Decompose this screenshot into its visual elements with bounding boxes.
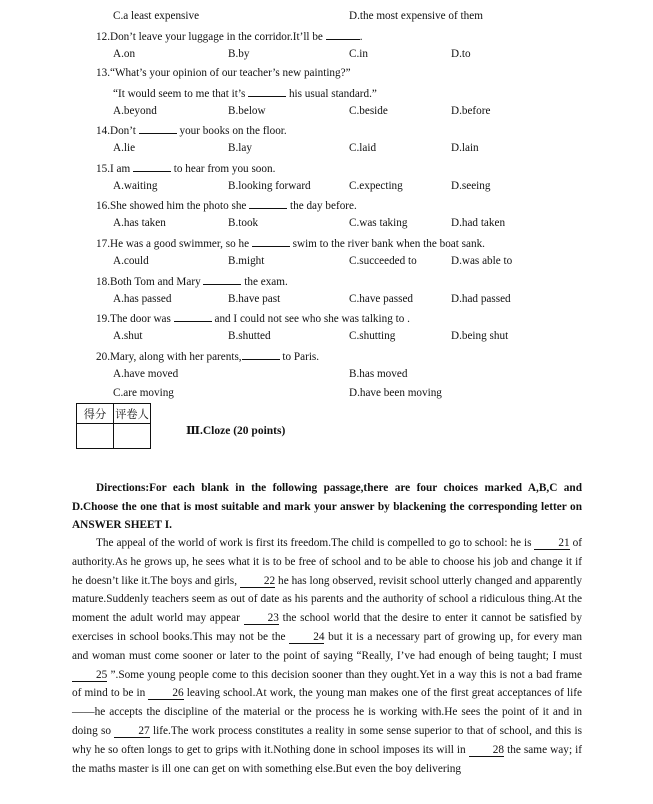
q20-option-c[interactable]: C.are moving <box>113 387 174 399</box>
q20-option-a[interactable]: A.have moved <box>113 368 179 380</box>
q20-option-b[interactable]: B.has moved <box>349 368 408 380</box>
q16-option-d[interactable]: D.had taken <box>451 217 506 229</box>
q11-option-c[interactable]: C.a least expensive <box>113 10 200 22</box>
q19-stem-end: and I could not see who she was talking to . <box>214 313 410 325</box>
q15-option-a[interactable]: A.waiting <box>113 180 158 192</box>
q15-option-c[interactable]: C.expecting <box>349 180 403 192</box>
passage-text: leaving school.At work, the young man makes one of the first great acceptances of life——he accepts the discipline of the material or the process he is working with.He sees the point of it and in doing so <box>72 687 582 737</box>
q16-option-c[interactable]: C.was taking <box>349 217 408 229</box>
q13-stem: 13.“What’s your opinion of our teacher’s new painting?” <box>96 67 351 79</box>
q17-stem-text: 17.He was a good swimmer, so he <box>96 238 250 250</box>
cloze-passage <box>72 534 582 778</box>
q19-stem-text: 19.The door was <box>96 313 171 325</box>
q20-stem-end: to Paris. <box>282 351 320 363</box>
blank-26[interactable]: 26 <box>148 687 183 700</box>
grader-cell[interactable] <box>114 424 151 449</box>
q15-option-b[interactable]: B.looking forward <box>228 180 311 192</box>
q17-stem <box>96 235 485 251</box>
q19-option-a[interactable]: A.shut <box>113 330 143 342</box>
q18-option-d[interactable]: D.had passed <box>451 293 511 305</box>
blank-24[interactable]: 24 <box>289 631 324 644</box>
q16-blank[interactable] <box>249 197 287 209</box>
q19-option-d[interactable]: D.being shut <box>451 330 509 342</box>
q19-option-c[interactable]: C.shutting <box>349 330 396 342</box>
blank-23[interactable]: 23 <box>244 612 279 625</box>
passage-text: of authority.As he grows up, he sees what it is to be free of school and to be able to choose his job and change it if he doesn’t like it.The boys and girls, <box>72 537 583 587</box>
passage-text: ”.Some young people come to this decision sooner than they ought.Yet in a way this is not a bad frame of mind to be in <box>72 668 583 700</box>
q15-stem-text: 15.I am <box>96 163 131 175</box>
passage-text: the same way; if the maths master is ill one can get on with something else.But even the boy delivering <box>72 743 582 775</box>
q13-option-c[interactable]: C.beside <box>349 105 388 117</box>
q18-option-a[interactable]: A.has passed <box>113 293 172 305</box>
passage-text: the school world that the desire to enter it cannot be satisfied by exercises in school books.This may not be the <box>72 612 582 643</box>
q15-option-d[interactable]: D.seeing <box>451 180 491 192</box>
q18-option-c[interactable]: C.have passed <box>349 293 414 305</box>
q18-stem-end: the exam. <box>244 276 288 288</box>
section-title <box>186 423 285 437</box>
q14-option-c[interactable]: C.laid <box>349 142 377 154</box>
q13-stem2-text: “It would seem to me that it’s <box>113 88 246 100</box>
q20-option-d[interactable]: D.have been moving <box>349 387 442 399</box>
blank-22[interactable]: 22 <box>240 575 275 588</box>
q13-stem-2 <box>113 85 377 101</box>
q19-stem <box>96 310 410 326</box>
blank-28[interactable]: 28 <box>469 744 504 757</box>
q17-option-a[interactable]: A.could <box>113 255 149 267</box>
passage-text: life.The work process constitutes a reality in some sense superior to that of school, and this is why he so often longs to get to grips with it.Nothing done in school imposes its will in <box>72 724 583 756</box>
q16-stem <box>96 197 357 213</box>
q12-option-c[interactable]: C.in <box>349 48 368 60</box>
blank-27[interactable]: 27 <box>114 725 149 738</box>
q13-option-d[interactable]: D.before <box>451 105 491 117</box>
q14-option-a[interactable]: A.lie <box>113 142 136 154</box>
q15-blank[interactable] <box>133 160 171 172</box>
directions: Directions:For each blank in the following passage,there are four choices marked A,B,C and D.Choose the one that is most suitable and mark your answer by blackening the corresponding letter on ANSWER SHEET I. <box>72 482 582 531</box>
q12-option-b[interactable]: B.by <box>228 48 250 60</box>
q11-option-d[interactable]: D.the most expensive of them <box>349 10 483 22</box>
q13-option-b[interactable]: B.below <box>228 105 266 117</box>
q16-option-b[interactable]: B.took <box>228 217 259 229</box>
q19-option-b[interactable]: B.shutted <box>228 330 271 342</box>
score-cell[interactable] <box>77 424 114 449</box>
q14-option-b[interactable]: B.lay <box>228 142 252 154</box>
q16-option-a[interactable]: A.has taken <box>113 217 166 229</box>
section-points: (20 points) <box>233 425 286 437</box>
q13-blank[interactable] <box>248 85 286 97</box>
q20-blank[interactable] <box>242 348 280 360</box>
q20-stem-text: 20.Mary, along with her parents, <box>96 351 242 363</box>
score-table <box>76 403 151 449</box>
q17-blank[interactable] <box>252 235 290 247</box>
q14-stem-end: your books on the floor. <box>179 125 287 137</box>
q18-option-b[interactable]: B.have past <box>228 293 281 305</box>
q12-option-a[interactable]: A.on <box>113 48 136 60</box>
blank-21[interactable]: 21 <box>534 537 569 550</box>
q13-option-a[interactable]: A.beyond <box>113 105 157 117</box>
q12-stem-end: . <box>359 31 363 43</box>
q17-option-c[interactable]: C.succeeded to <box>349 255 417 267</box>
score-label: 得分 <box>77 404 114 424</box>
q12-stem-text: 12.Don’t leave your luggage in the corridor.It’ll be <box>96 31 323 43</box>
q17-option-d[interactable]: D.was able to <box>451 255 513 267</box>
q17-stem-end: swim to the river bank when the boat sank. <box>292 238 485 250</box>
q15-stem-end: to hear from you soon. <box>173 163 276 175</box>
q15-stem <box>96 160 275 176</box>
q14-option-d[interactable]: D.lain <box>451 142 479 154</box>
passage-text: The appeal of the world of work is first its freedom.The child is compelled to go to school: he is <box>96 537 532 549</box>
grader-label: 评卷人 <box>114 404 151 424</box>
passage-text: but it is a necessary part of growing up, for every man and woman must come sooner or later to the point of saying “Really, I’ve had enough of being taught; I must <box>72 630 582 662</box>
section-title-text: Ⅲ.Cloze <box>186 425 231 437</box>
q14-blank[interactable] <box>139 122 177 134</box>
q19-blank[interactable] <box>174 310 212 322</box>
q12-option-d[interactable]: D.to <box>451 48 471 60</box>
q18-stem-text: 18.Both Tom and Mary <box>96 276 201 288</box>
q16-stem-end: the day before. <box>290 200 357 212</box>
blank-25[interactable]: 25 <box>72 669 107 682</box>
q18-blank[interactable] <box>203 273 241 285</box>
q13-stem2-end: his usual standard.” <box>288 88 377 100</box>
q12-stem <box>96 28 363 44</box>
q14-stem-text: 14.Don’t <box>96 125 136 137</box>
q20-stem <box>96 348 319 364</box>
q18-stem <box>96 273 288 289</box>
q14-stem <box>96 122 287 138</box>
q12-blank[interactable] <box>326 28 360 40</box>
passage-text: he has long observed, revisit school utterly changed and apparently mature.Suddenly teachers seem as out of date as his parents and the authority of school a ridiculous thing.At the moment the adult world may appear <box>72 574 583 625</box>
q16-stem-text: 16.She showed him the photo she <box>96 200 247 212</box>
q17-option-b[interactable]: B.might <box>228 255 265 267</box>
